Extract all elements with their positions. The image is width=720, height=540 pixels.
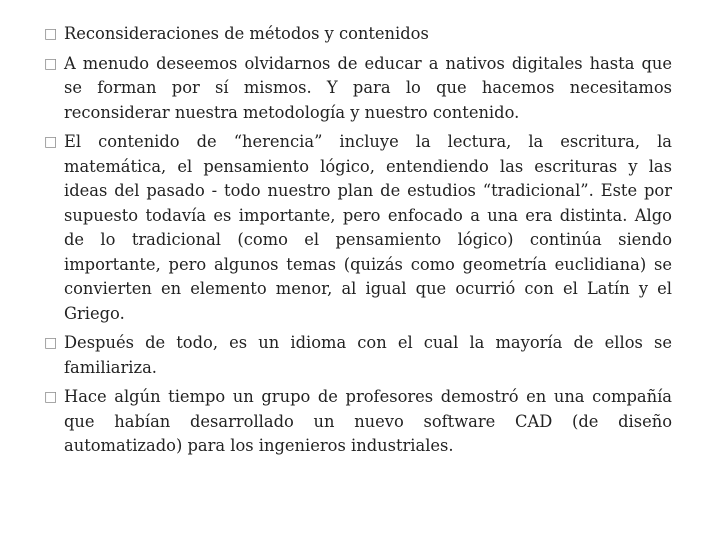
open-square-bullet-icon: □ xyxy=(44,26,58,42)
open-square-bullet-icon: □ xyxy=(44,389,58,405)
open-square-bullet-icon: □ xyxy=(44,134,58,150)
bullet-text: A menudo deseemos olvidarnos de educar a nativos digitales hasta que se forman por sí mismos. Y para lo que hacemos necesitamos reconsiderar nuestra metodología y nuestro contenido. xyxy=(64,53,672,122)
bullet-item xyxy=(44,22,672,47)
open-square-bullet-icon: □ xyxy=(44,55,58,72)
open-square-bullet-icon: □ xyxy=(44,335,58,351)
bullet-text: El contenido de “herencia” incluye la lectura, la escritura, la matemática, el pensamiento lógico, entendiendo las escrituras y las ideas del pasado - todo nuestro plan de estudios “tradicional”. Este por supuesto todavía es importante, pero enfocado a una era distinta. Algo de lo tradicional (como el pensamiento lógico) continúa siendo importante, pero algunos temas (quizás como geometría euclidiana) se convierten en elemento menor, al igual que ocurrió con el Latín y el Griego. xyxy=(64,132,672,323)
bullet-list xyxy=(44,22,672,464)
bullet-item xyxy=(44,385,672,459)
bullet-text: Después de todo, es un idioma con el cual la mayoría de ellos se familiariza. xyxy=(64,333,672,377)
bullet-text: Hace algún tiempo un grupo de profesores demostró en una compañía que habían desarrollado un nuevo software CAD (de diseño automatizado) para los ingenieros industriales. xyxy=(64,387,672,455)
bullet-item xyxy=(44,52,672,126)
bullet-text: Reconsideraciones de métodos y contenidos xyxy=(64,24,429,43)
bullet-item xyxy=(44,331,672,380)
bullet-item xyxy=(44,130,672,326)
